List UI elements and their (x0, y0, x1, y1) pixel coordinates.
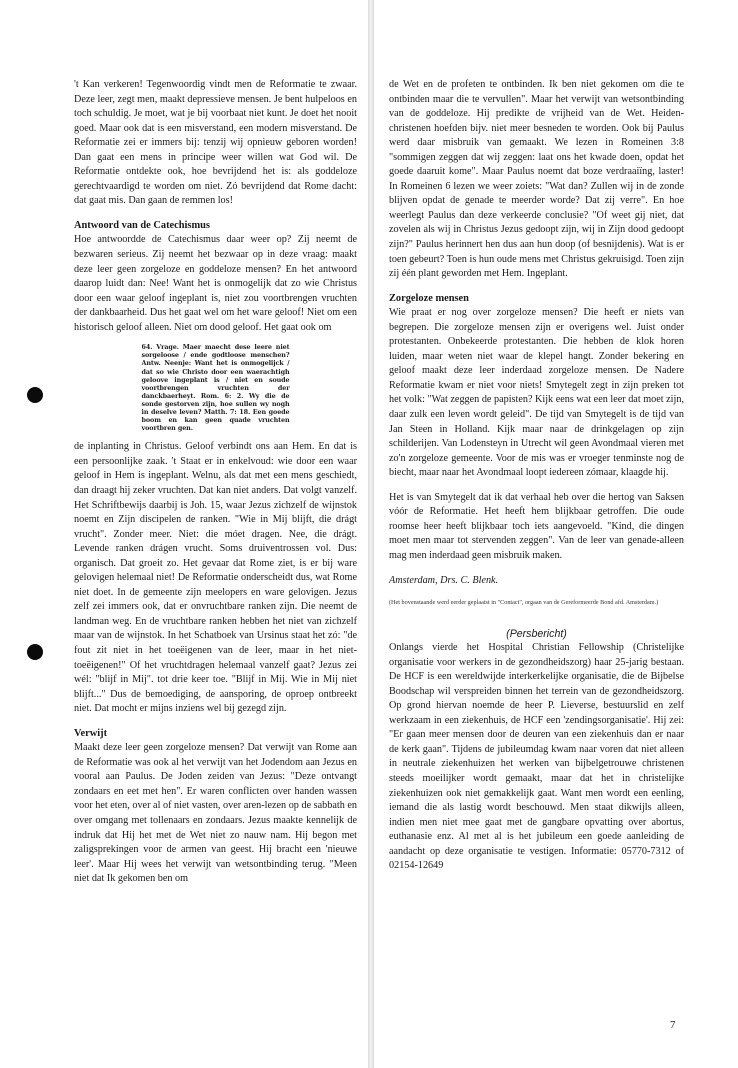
section-heading-catechismus: Antwoord van de Catechismus (74, 219, 210, 231)
zorgeloze-mensen-paragraph: Wie praat er nog over zorgeloze mensen? Die heeft er niets van begrepen. Die zorgeloze mensen zijn er overigens wel. Juist onder protestanten. Onbekeerde protestanten. Die hebben de klok horen luiden, maar weten niet waar de klepel hangt. Zonder bekering en geloof maakt deze leer inderdaad zorgeloze mensen. De Nadere Reformatie kwam er niet voor niets! Smytegelt zegt in zijn preken tot het volk: "Wat zeggen de papisten? Kijk eens wat een leer dat moet zijn, daar zulk een leven wordt geleid". De tijd van Smytegelt is de tijd van Jan Steen in Holland. Kijk maar naar de drinkgelagen op zijn schilderijen. Van Lodensteyn in Utrecht wil geen Avondmaal vieren met zo'n zorgeloze gemeente. Voor de mis was er vroeger tenminste nog de biecht, maar naar het Avondmaal loopt iedereen zómaar, klaagde hij. (389, 307, 684, 479)
author-signature: Amsterdam, Drs. C. Blenk. (389, 574, 499, 586)
page-number: 7 (670, 1019, 676, 1031)
left-column (74, 78, 357, 887)
catechismus-paragraph: Hoe antwoordde de Catechismus daar weer op? Zij neemt de bezwaren serieus. Zij neemt het bezwaar op in deze vraag: maakt deze leer geen zorgeloze en goddeloze mensen? En het antwoord daarop luidt dan: Nee! Want het is onmogelijk dat zo wie Christus door een waar geloof ingeplant is, niet zou voortbrengen vruchten der dankbaarheid. Dus het gaat wel om het ware geloof! Niet om een historisch geloof alleen. Niet om dood geloof. Het gaat ook om (74, 234, 357, 333)
press-release-title: (Persbericht) (506, 628, 567, 641)
verwijt-paragraph: Maakt deze leer geen zorgeloze mensen? Dat verwijt van Rome aan de Reformatie was ook al het verwijt van het Jodendom aan Jezus en vooral aan Paulus. De Joden zeiden van Jezus: "Deze ontvangt zondaars en eet met hen". Er waren conflicten over handen wassen voor het eten, over al of niet vasten, over aren-lezen op de sabbath en over omgang met tollenaars en zondaars. Jezus maakte kennelijk de indruk dat Hij het met de Wet niet zo nauw nam. Hij begon met zaligsprekingen voor de armen van geest. Hij bracht een 'nieuwe leer'. Maar Hij wees het verwijt van wetsontbinding terug. "Meen niet dat Ik gekomen ben om (74, 742, 357, 885)
press-release-paragraph: Onlangs vierde het Hospital Christian Fellowship (Christelijke organisatie voor werkers in de gezondheidszorg) haar 25-jarig bestaan. De HCF is een wereldwijde interkerkelijke organisatie, die de Bijbelse Boodschap wil verspreiden binnen het terrein van de gezondheidszorg. Op grond hiervan noemde de heer P. Lieverse, bestuurslid en zelf werkzaam in een ziekenhuis, de HCF een 'zendingsorganisatie'. Hij zei: "Er gaan meer mensen door de deuren van een ziekenhuis dan er naar de kerk gaan". Tijdens de jubileumdag kwam naar voren dat niet alleen in neutrale ziekenhuizen het werken van bijbelgetrouwe christenen steeds moeilijker wordt gemaakt, maar dat het in christelijke ziekenhuizen ook niet gemakkelijk gaat. Want men wordt een eenling, iemand die als lastig wordt beschouwd. Men staat dikwijls alleen, indien men niet mee gaat met de gangbare opvatting over abortus, euthanasie enz. Al met al is het jubileum een goede aanleiding de aandacht op deze organisatie te vestigen. Informatie: 05770-7312 of 02154-12649 (389, 642, 684, 872)
right-column (389, 78, 684, 874)
punch-hole (27, 644, 43, 660)
section-heading-zorgeloze-mensen: Zorgeloze mensen (389, 292, 469, 304)
closing-paragraph: Het is van Smytegelt dat ik dat verhaal heb over die hertog van Saksen vóór de Reformatie. Het heeft hem blijkbaar getroffen. Die oude roomse heer heeft blijkbaar toch iets aangevoeld. "Kind, die dingen moet men maar tot stervenden zeggen". Van de leer van genade-alleen mag men inderdaad geen misbruik maken. (389, 491, 684, 561)
section-heading-verwijt: Verwijt (74, 727, 108, 739)
page-fold (368, 0, 374, 1068)
punch-hole (27, 387, 43, 403)
continued-paragraph: de Wet en de profeten te ontbinden. Ik ben niet gekomen om die te ontbinden maar die te vervullen". Maar het verwijt van wetsontbinding van de goddeloze. Hij predikte de vrijheid van de Wet. Heiden-christenen hoefden bijv. niet meer besneden te worden. Ook bij Paulus werd daar misbruik van gemaakt. We lezen in Romeinen 3:8 "sommigen zeggen dat wij zeggen: laat ons het kwade doen, opdat het goede daaruit kome". Maar Paulus noemt dat boze verdraaiïng, laster! In Romeinen 6 lezen we weer zoiets: "Wat dan? Zullen wij in de zonde blijven opdat de genade te meerder worde? Dat zij verre". En hoe weerlegt Paulus dan deze verkeerde conclusie? "Of weet gij niet, dat zovelen als wij in Christus Jezus gedoopt zijn, wij in Zijn dood gedoopt zijn?" Paulus herinnert hen dus aan hun doop (of besnijdenis). Wat is er toen gebeurt? Toen is hun oude mens met Christus gekruisigd. Toen zijn zij één plant geworden met Hem. Ingeplant. (389, 79, 684, 280)
intro-paragraph: 't Kan verkeren! Tegenwoordig vindt men de Reformatie te zwaar. Deze leer, zegt men, maakt depressieve mensen. Je bent hulpeloos en toch schuldig. Je moet, wat je bij voorbaat niet kunt. Je doet het nooit goed. Maar ook dat is een misverstand, een modern misverstand. De Reformatie zei er immers bij: tenzij wij opnieuw geboren worden! Dan gaat een mens in principe weer willen wat God wil. De Reformatie ontdekte ook, hoe bevrijdend het is: als goddeloze gerechtvaardigd te worden om niet. Zó bevrijdend dat Rome dacht: dat gaat mis. Dan gaan de remmen los! (74, 79, 357, 207)
source-note: (Het bovenstaande werd eerder geplaatst in "Contact", orgaan van de Gereformeerde Bond afd. Amsterdam.) (389, 599, 659, 607)
catechism-excerpt-image: 64. Vrage. Maer maecht dese leere niet sorgeloose / ende godtloose menschen? Antw. Neenje: Want het is onmogelijck / dat so wie Christo door een waerachtigh geloove ingeplant is / niet en soude voortbrengen vruchten der danckbaerheyt. Rom. 6: 2. Wy die de sonde gestorven zijn, hoe sullen wy nogh in deselve leven? Matth. 7: 18. Een goede boom en kan geen quade vruchten voortbren gen. (141, 343, 290, 433)
catechismus-continued-paragraph: de inplanting in Christus. Geloof verbindt ons aan Hem. En dat is een persoonlijke zaak. 't Staat er in enkelvoud: wie door een waar geloof in Hem is ingeplant. Welnu, als dat met een mens geschiedt, dan draagt hij zeker vruchten. Dat kan niet anders. Dat volgt vanzelf. Het Schriftbewijs daarbij is Joh. 15, waar Jezus zichzelf de wijnstok noemt en Zijn discipelen de ranken. "Wie in Mij blijft, die drágt vrucht". Zonder meer. Niet: die móet dragen. Nee, die drágt. Levende ranken drágen vrucht. Soms druiventrossen vol. Dus: organisch. Dat groeit zo. Het gevaar dat Rome ziet, is er bij ware gelovigen helemaal niet! De Reformatie onderscheidt dus, wat Rome niet doet. In de gemeente zijn meelopers en ware gelovigen. Jezus zelf zei immers ook, dat er onvruchtbare ranken zijn. Die neemt de landman weg. En de vruchtbare ranken hebben het niet van zichzelf maar van de wijnstok. In het Schatboek van Ursinus staat het zó: "de fout zit niet in het toeëigenen van de leer, maar in het niet-toeëigenen!" Of het vruchtdragen helemaal vanzelf gaat? Jezus zei wél: "blijf in Mij". tot drie keer toe. "Blijf in Mij. Wie in Mij niet blijft..." Dus de bemoediging, de aansporing, de oproep ontbreekt niet. Dat mocht er mijns inziens wel bij gezegd zijn. (74, 441, 357, 715)
